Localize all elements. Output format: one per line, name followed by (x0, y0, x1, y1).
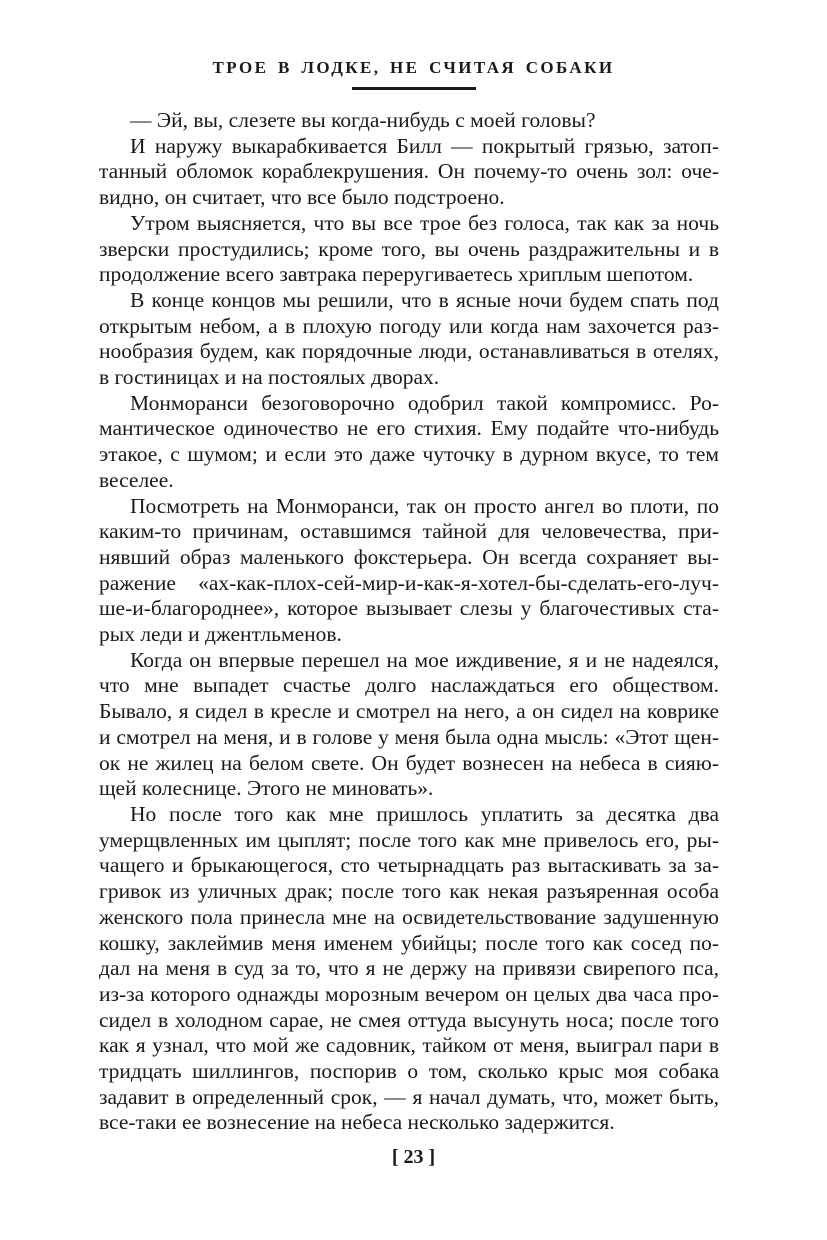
page-number: [ 23 ] (391, 1146, 436, 1168)
paragraph: И наружу выкарабкивается Билл — покрытый грязью, затоптанный обломок кораблекрушения. Он почему-то очень зол: очевидно, он считает, что все было подстроено. (99, 133, 719, 210)
body-text (99, 108, 719, 1136)
paragraph: Монморанси безоговорочно одобрил такой компромисс. Романтическое одиночество не его стихия. Ему подайте что-нибудь этакое, с шумом; и если это даже чуточку в дурном вкусе, то тем веселее. (99, 390, 719, 492)
paragraph: Когда он впервые перешел на мое иждивение, я и не надеялся, что мне выпадет счастье долго наслаждаться его обществом. Бывало, я сидел в кресле и смотрел на него, а он сидел на коврике и смотрел на меня, и в голове у меня была одна мысль: «Этот щенок не жилец на белом свете. Он будет вознесен на небеса в сияющей колеснице. Этого не миновать». (99, 647, 719, 801)
paragraph: В конце концов мы решили, что в ясные ночи будем спать под открытым небом, а в плохую погоду или когда нам захочется разнообразия будем, как порядочные люди, останавливаться в отелях, в гостиницах и на постоялых дворах. (99, 287, 719, 390)
paragraph: — Эй, вы, слезете вы когда-нибудь с моей головы? (130, 108, 596, 132)
header-rule (352, 87, 476, 90)
paragraph: Посмотреть на Монморанси, так он просто ангел во плоти, по каким-то причинам, оставшимся тайной для человечества, принявший образ маленького фокстерьера. Он всегда сохраняет выражение «ах-как-плох-сей-мир-и-как-я-хотел-бы-сделать-его-лучше-и-благороднее», которое вызывает слезы у благочестивых старых леди и джентльменов. (99, 493, 719, 647)
paragraph: Утром выясняется, что вы все трое без голоса, так как за ночь зверски простудились; кроме того, вы очень раздражительны и в продолжение всего завтрака переругиваетесь хриплым шепотом. (99, 210, 719, 287)
running-title: ТРОЕ В ЛОДКЕ, НЕ СЧИТАЯ СОБАКИ (212, 58, 615, 77)
paragraph: Но после того как мне пришлось уплатить за десятка два умерщвленных им цыплят; после того как мне привелось его, рычащего и брыкающегося, сто четырнадцать раз вытаскивать за загривок из уличных драк; после того как некая разъяренная особа женского пола принесла мне на освидетельствование задушенную кошку, заклеймив меня именем убийцы; после того как сосед подал на меня в суд за то, что я не держу на привязи свирепого пса, из-за которого однажды морозным вечером он целых два часа просидел в холодном сарае, не смея оттуда высунуть носа; после того как я узнал, что мой же садовник, тайком от меня, выиграл пари в тридцать шиллингов, поспорив о том, сколько крыс моя собака задавит в определенный срок, — я начал думать, что, может быть, все-таки ее вознесение на небеса несколько задержится. (99, 801, 719, 1135)
